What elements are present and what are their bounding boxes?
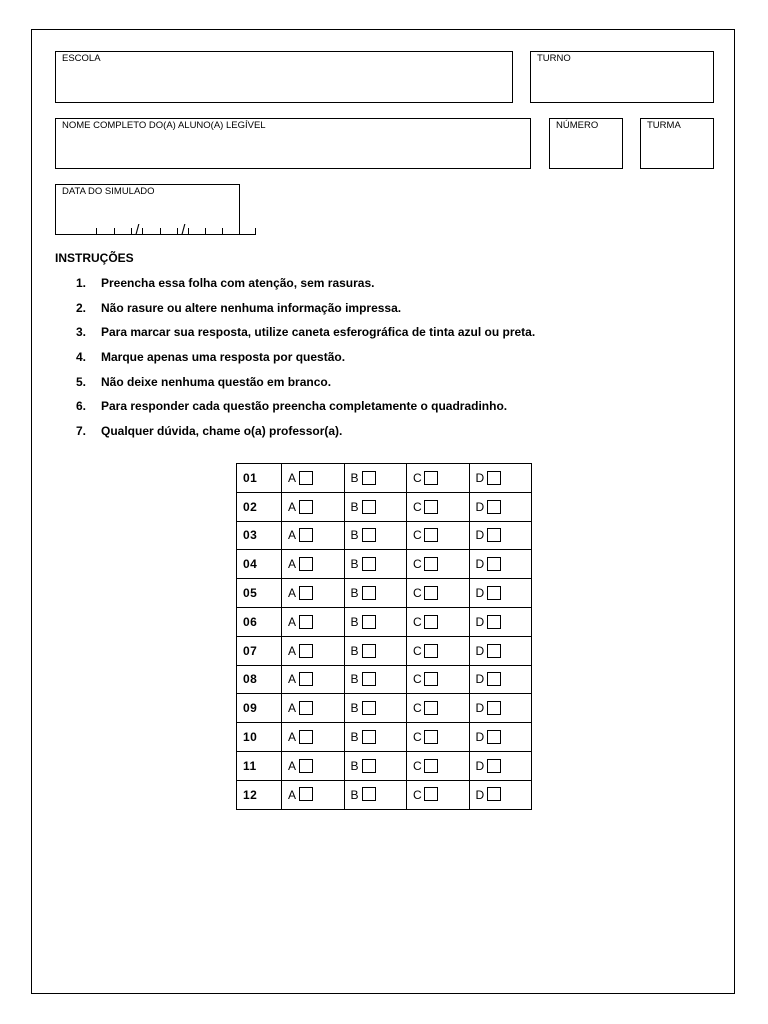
month-digit-blank[interactable] <box>160 228 178 235</box>
answer-row <box>237 723 532 752</box>
option-letter: A <box>288 528 297 543</box>
option-letter: D <box>475 499 485 514</box>
answer-row <box>237 636 532 665</box>
instruction-text: Qualquer dúvida, chame o(a) professor(a). <box>101 424 343 439</box>
question-number: 04 <box>237 550 282 579</box>
answer-checkbox[interactable] <box>362 528 376 542</box>
option-letter: A <box>288 499 297 514</box>
option-letter: B <box>350 528 359 543</box>
answer-checkbox[interactable] <box>299 672 313 686</box>
option-letter: D <box>475 557 485 572</box>
option-letter: A <box>288 470 297 485</box>
option-letter: C <box>413 787 422 802</box>
nome-field[interactable] <box>55 118 531 169</box>
answer-option-cell <box>282 694 345 723</box>
option-letter: C <box>413 643 422 658</box>
answer-checkbox[interactable] <box>299 615 313 629</box>
answer-checkbox[interactable] <box>299 644 313 658</box>
answer-option-cell <box>282 550 345 579</box>
answer-checkbox[interactable] <box>424 644 438 658</box>
question-number: 09 <box>237 694 282 723</box>
option-letter: C <box>413 672 422 687</box>
instruction-text: Preencha essa folha com atenção, sem rasuras. <box>101 276 375 290</box>
option-letter: B <box>350 586 359 601</box>
option-letter: D <box>475 730 485 745</box>
instruction-text: Marque apenas uma resposta por questão. <box>101 350 346 365</box>
option-letter: B <box>350 614 359 629</box>
option-letter: B <box>350 701 359 716</box>
answer-checkbox[interactable] <box>424 730 438 744</box>
answer-checkbox[interactable] <box>362 759 376 773</box>
instruction-number: 6. <box>76 399 87 414</box>
instruction-item <box>76 324 535 349</box>
answer-checkbox[interactable] <box>362 730 376 744</box>
answer-option-cell <box>407 694 470 723</box>
day-digit-blank[interactable] <box>96 228 114 235</box>
escola-field[interactable] <box>55 51 513 103</box>
answer-checkbox[interactable] <box>487 557 501 571</box>
question-number: 10 <box>237 723 282 752</box>
instruction-item <box>76 349 535 374</box>
instruction-text: Não rasure ou altere nenhuma informação impressa. <box>101 300 402 315</box>
answer-option-cell <box>407 636 470 665</box>
answer-option-cell <box>344 723 407 752</box>
answer-option-cell <box>469 492 532 521</box>
question-number: 02 <box>237 492 282 521</box>
answer-row <box>237 780 532 809</box>
answer-option-cell <box>407 780 470 809</box>
instruction-text: Para marcar sua resposta, utilize caneta esferográfica de tinta azul ou preta. <box>101 325 536 340</box>
option-letter: C <box>413 614 422 629</box>
answer-checkbox[interactable] <box>362 471 376 485</box>
answer-option-cell <box>469 579 532 608</box>
option-letter: A <box>288 586 297 601</box>
question-number: 07 <box>237 636 282 665</box>
answer-option-cell <box>344 521 407 550</box>
answer-checkbox[interactable] <box>362 701 376 715</box>
instruction-item <box>76 374 535 399</box>
data-simulado-field[interactable] <box>55 184 240 239</box>
answer-option-cell <box>344 464 407 493</box>
answer-checkbox[interactable] <box>362 557 376 571</box>
year-digit-blank[interactable] <box>188 228 205 235</box>
turno-label: TURNO <box>537 53 571 64</box>
option-letter: D <box>475 528 485 543</box>
data-label: DATA DO SIMULADO <box>62 186 155 197</box>
option-letter: B <box>350 672 359 687</box>
answer-row <box>237 550 532 579</box>
option-letter: A <box>288 643 297 658</box>
answer-checkbox[interactable] <box>299 759 313 773</box>
answer-row <box>237 521 532 550</box>
option-letter: C <box>413 528 422 543</box>
answer-option-cell <box>344 579 407 608</box>
answer-option-cell <box>469 665 532 694</box>
option-letter: D <box>475 614 485 629</box>
option-letter: A <box>288 672 297 687</box>
option-letter: C <box>413 470 422 485</box>
option-letter: B <box>350 557 359 572</box>
answer-option-cell <box>469 521 532 550</box>
question-number: 01 <box>237 464 282 493</box>
turma-label: TURMA <box>647 120 681 131</box>
answer-option-cell <box>282 579 345 608</box>
answer-checkbox[interactable] <box>487 672 501 686</box>
answer-checkbox[interactable] <box>424 759 438 773</box>
answer-checkbox[interactable] <box>487 730 501 744</box>
answer-option-cell <box>407 492 470 521</box>
option-letter: B <box>350 730 359 745</box>
answer-option-cell <box>344 607 407 636</box>
answer-checkbox[interactable] <box>424 615 438 629</box>
answer-row <box>237 579 532 608</box>
option-letter: A <box>288 730 297 745</box>
question-number: 05 <box>237 579 282 608</box>
answer-checkbox[interactable] <box>299 586 313 600</box>
instruction-text: Não deixe nenhuma questão em branco. <box>101 374 332 389</box>
answer-checkbox[interactable] <box>362 615 376 629</box>
answer-row <box>237 665 532 694</box>
answer-option-cell <box>282 521 345 550</box>
answer-checkbox[interactable] <box>299 730 313 744</box>
instruction-number: 5. <box>76 374 87 389</box>
answer-checkbox[interactable] <box>487 586 501 600</box>
instruction-item <box>76 300 535 325</box>
answer-option-cell <box>344 636 407 665</box>
answer-option-cell <box>282 636 345 665</box>
option-letter: C <box>413 701 422 716</box>
answer-option-cell <box>407 579 470 608</box>
answer-option-cell <box>344 492 407 521</box>
date-separator: / <box>135 222 140 239</box>
answer-checkbox[interactable] <box>299 557 313 571</box>
instruction-text: Para responder cada questão preencha completamente o quadradinho. <box>101 399 508 414</box>
option-letter: B <box>350 758 359 773</box>
option-letter: C <box>413 499 422 514</box>
answer-option-cell <box>407 665 470 694</box>
answer-row <box>237 751 532 780</box>
answer-option-cell <box>407 464 470 493</box>
option-letter: A <box>288 787 297 802</box>
question-number: 11 <box>237 751 282 780</box>
day-digit-blank[interactable] <box>114 228 132 235</box>
answer-option-cell <box>407 723 470 752</box>
answer-checkbox[interactable] <box>424 787 438 801</box>
option-letter: D <box>475 701 485 716</box>
answer-checkbox[interactable] <box>487 528 501 542</box>
answer-checkbox[interactable] <box>362 787 376 801</box>
option-letter: B <box>350 787 359 802</box>
instruction-number: 1. <box>76 276 87 290</box>
answer-checkbox[interactable] <box>424 500 438 514</box>
option-letter: D <box>475 787 485 802</box>
numero-label: NÚMERO <box>556 120 599 131</box>
answer-checkbox[interactable] <box>424 528 438 542</box>
answer-option-cell <box>469 723 532 752</box>
answer-checkbox[interactable] <box>299 471 313 485</box>
answer-checkbox[interactable] <box>487 787 501 801</box>
answer-option-cell <box>469 694 532 723</box>
answer-option-cell <box>469 607 532 636</box>
option-letter: B <box>350 470 359 485</box>
option-letter: A <box>288 614 297 629</box>
nome-label: NOME COMPLETO DO(A) ALUNO(A) LEGÍVEL <box>62 120 266 131</box>
answer-checkbox[interactable] <box>487 644 501 658</box>
turma-field[interactable] <box>640 118 714 169</box>
answer-checkbox[interactable] <box>487 471 501 485</box>
answer-option-cell <box>282 723 345 752</box>
answer-checkbox[interactable] <box>299 701 313 715</box>
answer-row <box>237 464 532 493</box>
answer-row <box>237 492 532 521</box>
option-letter: D <box>475 672 485 687</box>
answer-checkbox[interactable] <box>487 701 501 715</box>
answer-checkbox[interactable] <box>487 500 501 514</box>
date-separator: / <box>181 222 186 239</box>
answer-row <box>237 694 532 723</box>
question-number: 12 <box>237 780 282 809</box>
answer-option-cell <box>282 607 345 636</box>
answer-checkbox[interactable] <box>424 701 438 715</box>
answer-checkbox[interactable] <box>362 644 376 658</box>
instruction-number: 3. <box>76 325 87 340</box>
answer-checkbox[interactable] <box>362 672 376 686</box>
answer-row <box>237 607 532 636</box>
answer-option-cell <box>407 751 470 780</box>
option-letter: D <box>475 586 485 601</box>
answer-option-cell <box>344 550 407 579</box>
instructions-title: INSTRUÇÕES <box>55 251 134 265</box>
escola-label: ESCOLA <box>62 53 101 64</box>
answer-option-cell <box>282 751 345 780</box>
option-letter: D <box>475 470 485 485</box>
numero-field[interactable] <box>549 118 623 169</box>
answer-checkbox[interactable] <box>299 528 313 542</box>
year-digit-blank[interactable] <box>222 228 239 235</box>
answer-option-cell <box>407 521 470 550</box>
instructions-list <box>76 275 535 448</box>
answer-option-cell <box>344 780 407 809</box>
instruction-item <box>76 423 535 448</box>
option-letter: B <box>350 499 359 514</box>
option-letter: D <box>475 643 485 658</box>
answer-option-cell <box>469 636 532 665</box>
answer-option-cell <box>469 780 532 809</box>
instruction-item <box>76 398 535 423</box>
answer-checkbox[interactable] <box>299 500 313 514</box>
answer-option-cell <box>469 550 532 579</box>
answer-option-cell <box>344 751 407 780</box>
month-digit-blank[interactable] <box>142 228 160 235</box>
answer-checkbox[interactable] <box>362 586 376 600</box>
answer-option-cell <box>469 464 532 493</box>
answer-option-cell <box>282 492 345 521</box>
option-letter: A <box>288 758 297 773</box>
question-number: 06 <box>237 607 282 636</box>
answer-checkbox[interactable] <box>424 557 438 571</box>
answer-checkbox[interactable] <box>487 759 501 773</box>
question-number: 03 <box>237 521 282 550</box>
year-digit-blank[interactable] <box>239 228 256 235</box>
turno-field[interactable] <box>530 51 714 103</box>
answer-checkbox[interactable] <box>299 787 313 801</box>
instruction-number: 4. <box>76 350 87 365</box>
option-letter: D <box>475 758 485 773</box>
year-digit-blank[interactable] <box>205 228 222 235</box>
answer-option-cell <box>282 665 345 694</box>
option-letter: A <box>288 557 297 572</box>
answer-option-cell <box>344 665 407 694</box>
answer-option-cell <box>344 694 407 723</box>
option-letter: C <box>413 758 422 773</box>
answer-checkbox[interactable] <box>362 500 376 514</box>
instruction-number: 2. <box>76 300 87 315</box>
answer-checkbox[interactable] <box>424 586 438 600</box>
answer-option-cell <box>407 607 470 636</box>
answer-option-cell <box>282 780 345 809</box>
answer-checkbox[interactable] <box>424 672 438 686</box>
option-letter: C <box>413 586 422 601</box>
instruction-item <box>76 275 535 300</box>
option-letter: A <box>288 701 297 716</box>
option-letter: C <box>413 730 422 745</box>
answer-option-cell <box>469 751 532 780</box>
option-letter: C <box>413 557 422 572</box>
answer-grid <box>236 463 532 810</box>
answer-option-cell <box>282 464 345 493</box>
answer-checkbox[interactable] <box>487 615 501 629</box>
answer-option-cell <box>407 550 470 579</box>
answer-checkbox[interactable] <box>424 471 438 485</box>
instruction-number: 7. <box>76 424 87 439</box>
date-input-blanks[interactable] <box>65 207 256 256</box>
question-number: 08 <box>237 665 282 694</box>
option-letter: B <box>350 643 359 658</box>
